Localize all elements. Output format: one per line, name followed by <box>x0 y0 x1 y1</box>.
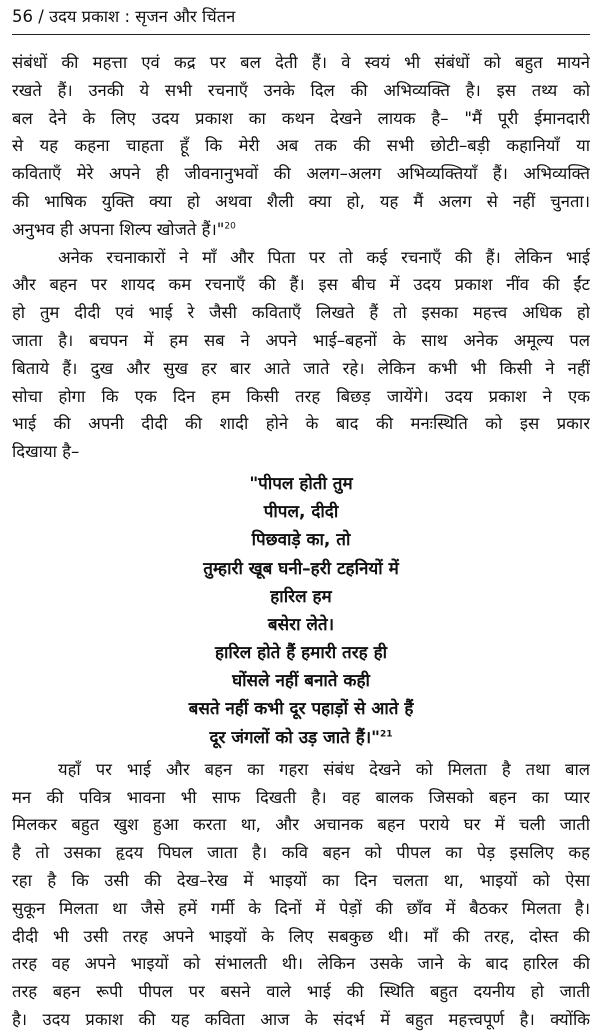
header-separator: / <box>33 7 50 26</box>
text-line: कविताएँ मेरे अपने ही जीवनानुभवों की अलग–अलग अभिव्यक्तियाँ हैं। अभिव्यक्ति <box>12 164 590 184</box>
running-header <box>12 4 590 35</box>
text-line: भाई की अपनी दीदी की शादी होने के बाद की मनःस्थिति को इस प्रकार <box>12 414 590 434</box>
quote-end: अनुभव ही अपना शिल्प खोजते हैं।" <box>12 219 225 239</box>
text-line: की भाषिक युक्ति क्या हो अथवा शैली क्या हो, यह मैं अलग से नहीं चुनता। <box>12 191 590 211</box>
footnote-ref: 20 <box>224 221 236 232</box>
paragraph-2 <box>12 244 590 466</box>
book-page <box>12 4 590 1034</box>
text-line: दिखाया है– <box>12 442 80 462</box>
poem-last-line: दूर जंगलों को उड़ जाते हैं।" <box>209 727 381 748</box>
poem-line: "पीपल होती तुम <box>249 473 353 494</box>
text-line: रहा है कि उसी की देख–रेख में भाइयों का दिन चलता था, भाइयों को ऐसा <box>12 871 590 891</box>
text-line: तरह वह अपने भाइयों को संभालती थी। लेकिन उसके जाने के बाद हारिल की <box>12 954 590 974</box>
text-line: है तो उसका हृदय पिघल जाता है। कवि बहन को पीपल का पेड़ इसलिए कह <box>12 843 590 863</box>
poem-line: हारिल हम <box>270 586 332 607</box>
book-title: उदय प्रकाश : सृजन और चिंतन <box>49 7 236 26</box>
poem-line <box>12 724 590 752</box>
paragraph-1 <box>12 49 590 244</box>
text-line: रखते हैं। उनकी ये सभी रचनाएँ उनके दिल की अभिव्यक्ति है। इस तथ्य को <box>12 80 590 100</box>
text-line: बिताये हैं। दुख और सुख हर बार आते जाते रहे। लेकिन कभी भी किसी ने नहीं <box>12 358 590 378</box>
poem-line: बसते नहीं कभी दूर पहाड़ों से आते हैं <box>188 699 414 720</box>
text-line: और बहन पर शायद कम रचनाएँ की हैं। इस बीच में उदय प्रकाश नींव की ईंट <box>12 275 590 295</box>
text-line: से यह कहना चाहता हूँ कि मेरी अब तक की सभी छोटी–बड़ी कहानियाँ या <box>12 136 590 156</box>
text-line <box>12 216 590 244</box>
text-line: बल देने के लिए उदय प्रकाश का कथन देखने लायक है– "मैं पूरी ईमानदारी <box>12 108 590 128</box>
text-line: अनेक रचनाकारों ने माँ और पिता पर तो कई रचनाएँ की हैं। लेकिन भाई <box>58 247 590 267</box>
text-line: यहाँ पर भाई और बहन का गहरा संबंध देखने को मिलता है तथा बाल <box>58 759 590 779</box>
paragraph-3 <box>12 756 590 1034</box>
text-line: है। उदय प्रकाश की यह कविता आज के संदर्भ में बहुत महत्त्वपूर्ण है। क्योंकि <box>12 1010 590 1029</box>
text-line: मिलकर बहुत खुश हुआ करता था, और अचानक बहन पराये घर में चली जाती <box>12 815 590 835</box>
text-line: सोचा होगा कि एक दिन हम किसी तरह बिछड़ जायेंगे। उदय प्रकाश ने एक <box>12 386 590 406</box>
text-line: मन की पवित्र भावना भी साफ दिखती है। वह बालक जिसको बहन का प्यार <box>12 787 590 807</box>
text-line: संबंधों की महत्ता एवं कद्र पर बल देती हैं। वे स्वयं भी संबंधों को बहुत मायने <box>12 53 590 72</box>
footnote-ref: 21 <box>380 728 393 739</box>
text-line: हो तुम दीदी एवं भाई रे जैसी कविताएँ लिखते हैं तो इसका महत्त्व अधिक हो <box>12 303 590 323</box>
text-line: तरह बहन रूपी पीपल पर बसने वाले भाई की स्थिति बहुत दयनीय हो जाती <box>12 982 590 1002</box>
poem-line: घोंसले नहीं बनाते कही <box>232 671 370 692</box>
poem-quote <box>12 470 590 752</box>
poem-line: बसेरा लेते। <box>267 614 335 635</box>
text-line: जाता है। बचपन में हम सब ने अपने भाई–बहनों के साथ अनेक अमूल्य पल <box>12 330 590 350</box>
poem-line: पिछवाड़े का, तो <box>251 530 351 551</box>
text-line: दीदी भी उसी तरह अपने भाइयों के लिए सबकुछ थी। माँ की तरह, दोस्त की <box>12 926 590 946</box>
poem-line: तुम्हारी खूब घनी–हरी टहनियों में <box>203 558 399 579</box>
poem-line: हारिल होते हैं हमारी तरह ही <box>214 643 388 664</box>
text-line: सुकून मिलता था जैसे हमें गर्मी के दिनों में पेड़ों की छाँव में बैठकर मिलता है। <box>12 898 590 918</box>
poem-line: पीपल, दीदी <box>263 502 339 523</box>
page-number: 56 <box>12 7 33 26</box>
